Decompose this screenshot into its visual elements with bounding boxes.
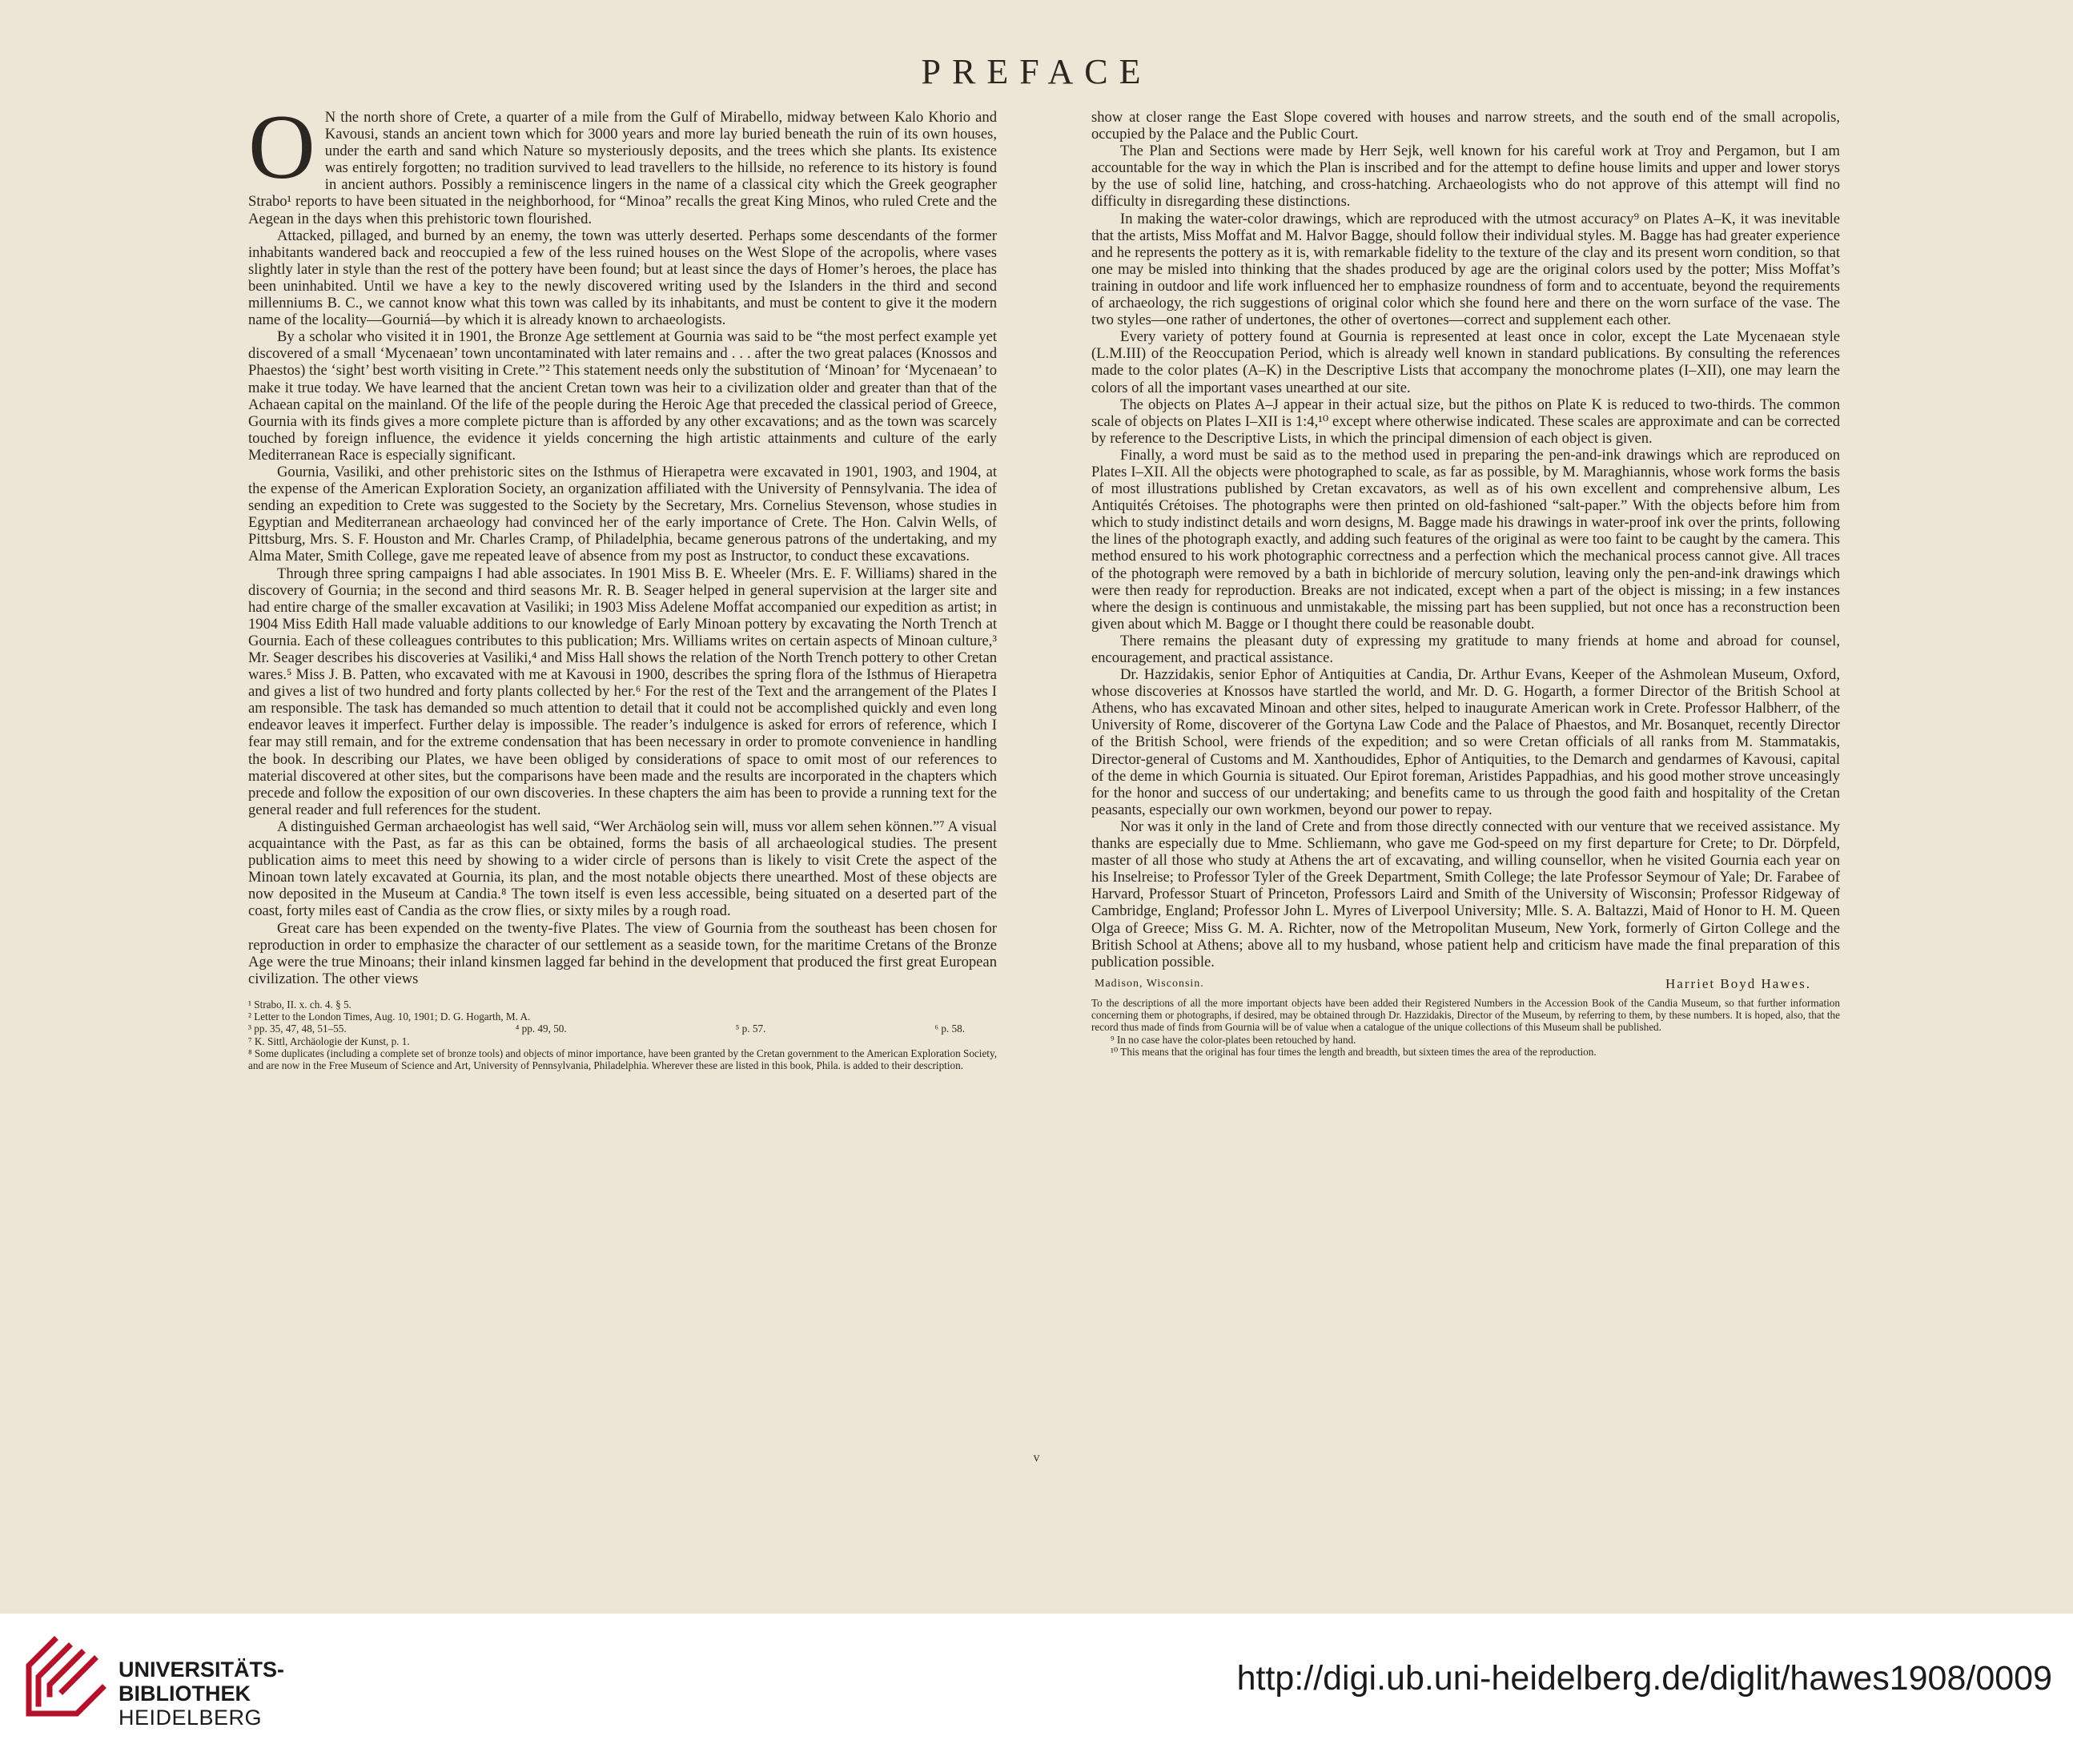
left-column xyxy=(248,96,997,1072)
footnote-10: ¹⁰ This means that the original has four times the length and breadth, but sixteen times the area of the reproduction. xyxy=(1111,1046,1597,1059)
library-logo-icon xyxy=(22,1633,110,1722)
library-name-line-1: UNIVERSITÄTS- xyxy=(119,1658,285,1682)
paragraph-7: Great care has been expended on the twenty-five Plates. The view of Gournia from the southeast has been chosen for reproduction in order to emphasize the character of our settlement as a seaside town, for the maritime Cretans of the Bronze Age were the true Minoans; their inland kinsmen lagged far behind in the development that produced the first great European civilization. The other views xyxy=(248,919,997,987)
author-signature: Harriet Boyd Hawes. xyxy=(1665,975,1811,991)
library-name-line-3: HEIDELBERG xyxy=(119,1706,263,1730)
footnote-3: ³ pp. 35, 47, 48, 51–55. xyxy=(248,1023,347,1035)
paragraph-2: Attacked, pillaged, and burned by an enemy, the town was utterly deserted. Perhaps some descendants of the former inhabitants wandered back and reoccupied a few of the less ruined houses on the West Slope of the acropolis, where vases slightly later in style than the rest of the pottery have been found; but at least since the days of Homer’s heroes, the place has been uninhabited. Until we have a key to the newly discovered writing used by the Islanders in the third and second millenniums B. C., we cannot know what this town was called by its inhabitants, and must be content to give it the modern name of the locality—Gourniá—by which it is already known to archaeologists. xyxy=(248,227,997,329)
paragraph-1 xyxy=(248,96,997,227)
right-paragraph-3: In making the water-color drawings, which are reproduced with the utmost accuracy⁹ on Plates A–K, it was inevitable that the artists, Miss Moffat and M. Halvor Bagge, should follow their individual styles. M. Bagge has had greater experience and he represents the pottery as it is, with remarkable fidelity to the texture of the clay and its present worn condition, so that one may be misled into thinking that the shades produced by age are the original colors used by the potter; Miss Moffat’s training in outdoor and life work influenced her to emphasize roundness of form and to accentuate, beyond the requirements of archaeology, the rich suggestions of original color which she found here and there on the worn surface of the vase. The two styles—one rather of undertones, the other of overtones—correct and supplement each other. xyxy=(1091,210,1840,329)
library-name xyxy=(119,1658,284,1730)
page-title: PREFACE xyxy=(921,52,1152,91)
right-paragraph-2: The Plan and Sections were made by Herr Sejk, well known for his careful work at Troy and Pergamon, but I am accountable for the way in which the Plan is inscribed and for the attempt to define house limits and upper and lower storys by the use of solid line, hatching, and cross-hatching. Archaeologists who do not approve of this attempt will find no difficulty in disregarding these distinctions. xyxy=(1091,143,1840,211)
footnote-1: ¹ Strabo, II. x. ch. 4. § 5. xyxy=(248,998,352,1011)
right-column xyxy=(1091,109,1840,1058)
footnote-2: ² Letter to the London Times, Aug. 10, 1901; D. G. Hogarth, M. A. xyxy=(248,1011,531,1023)
registration-note: To the descriptions of all the more important objects have been added their Registered Numbers in the Accession Book of the Candia Museum, so that further information concerning them or photographs, if desired, may be obtained through Dr. Hazzidakis, Director of the Museum, by referring to them, by these numbers. It is hoped, also, that the record thus made of finds from Gournia will be of value when a catalogue of the unique collections of this Museum shall be published. xyxy=(1091,996,1840,1034)
drop-cap: O xyxy=(248,96,315,199)
logo-strokes xyxy=(29,1640,102,1714)
footnote-5: ⁵ p. 57. xyxy=(735,1023,766,1035)
paragraph-1-text: N the north shore of Crete, a quarter of a mile from the Gulf of Mirabello, midway between Kalo Khorio and Kavousi, stands an ancient town which for 3000 years and more lay buried beneath the ruin of its own houses, under the earth and sand which Nature so mysteriously deposits, and the trees which she plants. Its existence was entirely forgotten; no tradition survived to lead travellers to the hillside, no reference to its history is found in ancient authors. Possibly a reminiscence lingers in the name of a classical city which the Greek geographer Strabo¹ reports to have been situated in the neighborhood, for “Minoa” recalls the great King Minos, who ruled Crete and the Aegean in the days when this prehistoric town flourished. xyxy=(248,109,997,227)
right-paragraph-9: Nor was it only in the land of Crete and from those directly connected with our venture that we received assistance. My thanks are especially due to Mme. Schliemann, who gave me God-speed on my first departure for Crete; to Dr. Dörpfeld, master of all those who study at Athens the art of excavating, and willing counsellor, when he visited Gournia each year on his Inselreise; to Professor Tyler of the Greek Department, Smith College; the late Professor Seymour of Yale; Dr. Farabee of Harvard, Professor Stuart of Princeton, Professors Laird and Smith of the University of Wisconsin; Professor Ridgeway of Cambridge, England; Professor John L. Myres of Liverpool University; Mlle. S. A. Baltazzi, Maid of Honor to H. M. Queen Olga of Greece; Miss G. M. A. Richter, now of the Metropolitan Museum, New York, formerly of Girton College and the British School at Athens; above all to my husband, whose patient help and criticism have made the final preparation of this publication possible. xyxy=(1091,818,1840,970)
place-line: Madison, Wisconsin. xyxy=(1095,977,1204,990)
paragraph-3: By a scholar who visited it in 1901, the Bronze Age settlement at Gournia was said to be “the most perfect example yet discovered of a small ‘Mycenaean’ town uncontaminated with later remains and . . . after the two great palaces (Knossos and Phaestos) the ‘sight’ best worth visiting in Crete.”² This statement needs only the substitution of ‘Minoan’ for ‘Mycenaean’ to make it true today. We have learned that the ancient Cretan town was heir to a civilization older and greater than that of the Achaean capital on the mainland. Of the life of the people during the Heroic Age that preceded the classical period of Greece, Gournia with its finds gives a more complete picture than is afforded by any other excavations; and as the town was scarcely touched by foreign influence, the evidence it yields concerning the high artistic attainments and culture of the early Mediterranean Race is especially significant. xyxy=(248,328,997,464)
footnote-9: ⁹ In no case have the color-plates been retouched by hand. xyxy=(1111,1033,1356,1046)
paragraph-6: A distinguished German archaeologist has well said, “Wer Archäolog sein will, muss vor allem sehen können.”⁷ A visual acquaintance with the Past, as far as this can be obtained, forms the basis of all archaeological studies. The present publication aims to meet this need by showing to a wider circle of persons than is likely to visit Crete the aspect of the Minoan town lately excavated at Gournia, its plan, and the most notable objects there unearthed. Most of these objects are now deposited in the Museum at Candia.⁸ The town itself is even less accessible, being situated on a deserted part of the coast, forty miles east of Candia as the crow flies, or sixty miles by a rough road. xyxy=(248,818,997,920)
right-paragraph-6: Finally, a word must be said as to the method used in preparing the pen-and-ink drawings which are reproduced on Plates I–XII. All the objects were photographed to scale, as far as possible, by M. Maraghiannis, whose work forms the basis of most illustrations published by Cretan excavators, as well as of his own excellent and comprehensive album, Les Antiquités Crétoises. The photographs were then printed on old-fashioned “salt-paper.” With the objects before him from which to study indistinct details and worn designs, M. Bagge made his drawings in water-proof ink over the prints, following the lines of the photograph exactly, and adding such features of the original as were too faint to be caught by the camera. This method ensured to his work photographic correctness and a perfection which the mechanical process cannot give. All traces of the photograph were removed by a bath in bichloride of mercury solution, leaving only the pen-and-ink drawings which were then ready for reproduction. Breaks are not indicated, except when a part of the object is missing; in a few instances where the design is continuous and unmistakable, the missing part has been supplied, but not once has a reconstruction been given about which M. Bagge or I thought there could be reasonable doubt. xyxy=(1091,446,1840,633)
footnote-7: ⁷ K. Sittl, Archäologie der Kunst, p. 1. xyxy=(248,1035,410,1047)
footnote-6: ⁶ p. 58. xyxy=(934,1023,965,1035)
right-paragraph-7: There remains the pleasant duty of expressing my gratitude to many friends at home and abroad for counsel, encouragement, and practical assistance. xyxy=(1091,632,1840,666)
right-footnotes xyxy=(1091,997,1840,1058)
footnote-4: ⁴ pp. 49, 50. xyxy=(515,1023,567,1035)
right-paragraph-5: The objects on Plates A–J appear in their actual size, but the pithos on Plate K is reduced to two-thirds. The common scale of objects on Plates I–XII is 1:4,¹⁰ except where otherwise indicated. These scales are approximate and can be corrected by reference to the Descriptive Lists, in which the principal dimension of each object is given. xyxy=(1091,396,1840,447)
footnote-row-3-6 xyxy=(248,1023,997,1035)
right-paragraph-1: show at closer range the East Slope covered with houses and narrow streets, and the south end of the small acropolis, occupied by the Palace and the Public Court. xyxy=(1091,109,1840,143)
right-paragraph-8: Dr. Hazzidakis, senior Ephor of Antiquities at Candia, Dr. Arthur Evans, Keeper of the Ashmolean Museum, Oxford, whose discoveries at Knossos have startled the world, and Mr. D. G. Hogarth, a former Director of the British School at Athens, who has excavated Minoan and other sites, helped to inaugurate American work in Crete. Professor Halbherr, of the University of Rome, discoverer of the Gortyna Law Code and the Palace of Phaestos, and Mr. Bosanquet, recently Director of the British School, were friends of the expedition; and so were Cretan officials of all ranks from M. Stammatakis, Director-general of Customs and M. Xanthoudides, Ephor of Antiquities, to the Demarch and gendarmes of Kavousi, capital of the deme in which Gournia is situated. Our Epirot foreman, Aristides Pappadhias, and his good mother strove unceasingly for the honor and success of our undertaking; and benefits came to us through the good faith and hospitality of the Cretan peasants, especially our own workmen, beyond our power to repay. xyxy=(1091,666,1840,818)
signature-row xyxy=(1091,975,1840,992)
left-footnotes xyxy=(248,999,997,1072)
footnote-8: ⁸ Some duplicates (including a complete set of bronze tools) and objects of minor importance, have been granted by the Cretan government to the American Exploration Society, and are now in the Free Museum of Science and Art, University of Pennsylvania, Philadelphia. Wherever these are listed in this book, Phila. is added to their description. xyxy=(248,1047,997,1072)
paragraph-5: Through three spring campaigns I had able associates. In 1901 Miss B. E. Wheeler (Mrs. E. F. Williams) shared in the discovery of Gournia; in the second and third seasons Mr. R. B. Seager helped in general supervision at the larger site and had entire charge of the smaller excavation at Vasiliki; in 1903 Miss Adelene Moffat accompanied our expedition as artist; in 1904 Miss Edith Hall made valuable additions to our knowledge of Early Minoan pottery by excavating the North Trench at Gournia. Each of these colleagues contributes to this publication; Mrs. Williams writes on certain aspects of Minoan culture,³ Mr. Seager describes his discoveries at Vasiliki,⁴ and Miss Hall shows the relation of the North Trench pottery to other Cretan wares.⁵ Miss J. B. Patten, who excavated with me at Kavousi in 1900, describes the spring flora of the Isthmus of Hierapetra and gives a list of two hundred and forty plants collected by her.⁶ For the rest of the Text and the arrangement of the Plates I am responsible. The task has demanded so much attention to detail that it could not be accomplished quickly and even long endeavor leaves it imperfect. Further delay is impossible. The reader’s indulgence is asked for errors of reference, which I fear may still remain, and for the extreme condensation that has been necessary in order to promote convenience in handling the book. In describing our Plates, we have been obliged by considerations of space to omit most of our references to material discovered at other sites, but the comparisons have been made and the results are incorporated in the chapters which precede and follow the exposition of our own discoveries. In these chapters the aim has been to provide a running text for the general reader and full references for the student. xyxy=(248,565,997,818)
paragraph-4: Gournia, Vasiliki, and other prehistoric sites on the Isthmus of Hierapetra were excavated in 1901, 1903, and 1904, at the expense of the American Exploration Society, an organization affiliated with the University of Pennsylvania. The idea of sending an expedition to Crete was suggested to the Society by the Secretary, Mrs. Cornelius Stevenson, whose studies in Egyptian and Mediterranean archaeology had convinced her of the early importance of Crete. The Hon. Calvin Wells, of Pittsburg, Mrs. S. F. Houston and Mr. Charles Cramp, of Philadelphia, became generous patrons of the undertaking, and my Alma Mater, Smith College, gave me repeated leave of absence from my post as Instructor, to conduct these excavations. xyxy=(248,463,997,565)
right-paragraph-4: Every variety of pottery found at Gournia is represented at least once in color, except the Late Mycenaean style (L.M.III) of the Reoccupation Period, which is already well known in standard publications. By consulting the references made to the color plates (A–K) in the Descriptive Lists that accompany the monochrome plates (I–XII), one may learn the colors of all the important vases unearthed at our site. xyxy=(1091,328,1840,396)
source-url-link[interactable]: http://digi.ub.uni-heidelberg.de/diglit/hawes1908/0009 xyxy=(1236,1659,2052,1698)
library-name-line-2: BIBLIOTHEK xyxy=(119,1682,251,1706)
page-number: v xyxy=(1033,1451,1040,1465)
